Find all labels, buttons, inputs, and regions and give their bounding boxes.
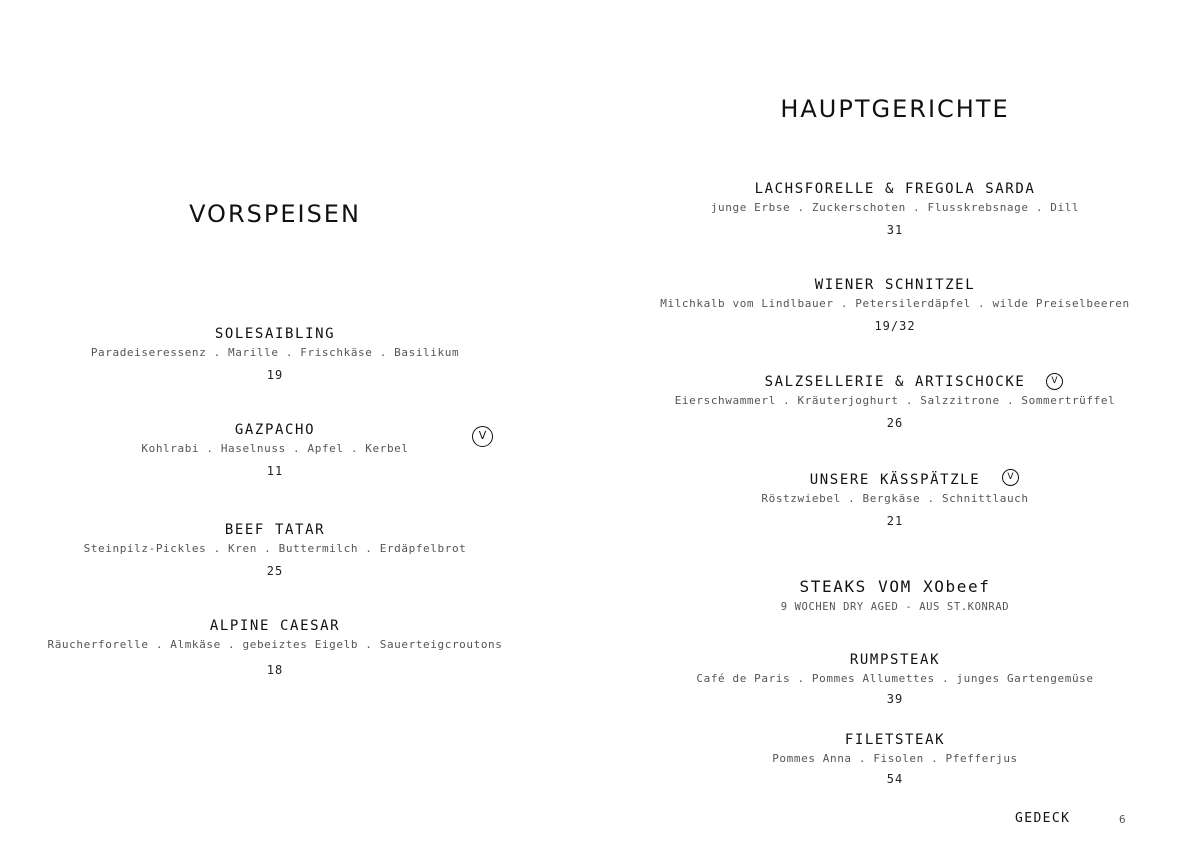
dish-wiener-schnitzel: [620, 276, 1170, 334]
section-title-vorspeisen: VORSPEISEN: [189, 200, 361, 228]
dish-price: 54: [886, 772, 904, 786]
dish-price: 31: [886, 223, 904, 237]
dish-description: Kohlrabi . Haselnuss . Apfel . Kerbel: [141, 442, 409, 455]
dish-description: Milchkalb vom Lindlbauer . Petersilerdäpfel . wilde Preiselbeeren: [660, 297, 1130, 310]
dish-description: Paradeiseressenz . Marille . Frischkäse . Basilikum: [90, 346, 460, 359]
dish-gazpacho: [25, 421, 525, 479]
dish-name: RUMPSTEAK: [849, 652, 941, 668]
dish-price: 11: [266, 464, 284, 478]
dish-kasspatzle: [620, 471, 1170, 529]
dish-solesaibling: [25, 325, 525, 383]
dish-description: Pommes Anna . Fisolen . Pfefferjus: [772, 752, 1018, 765]
dish-name: ALPINE CAESAR: [209, 618, 341, 634]
dish-salzsellerie: [620, 373, 1170, 431]
steaks-title: STEAKS VOM XObeef: [799, 577, 991, 596]
dish-lachsforelle: [620, 180, 1170, 238]
dish-name: GAZPACHO: [234, 422, 316, 438]
dish-description: Röstzwiebel . Bergkäse . Schnittlauch: [761, 492, 1029, 505]
dish-price: 19: [266, 368, 284, 382]
dish-name: SALZSELLERIE & ARTISCHOCKE: [764, 374, 1026, 390]
dish-name: UNSERE KÄSSPÄTZLE: [809, 472, 981, 488]
dish-name: FILETSTEAK: [844, 732, 946, 748]
dish-price: 25: [266, 564, 284, 578]
dish-rumpsteak: [620, 651, 1170, 707]
dish-description: Räucherforelle . Almkäse . gebeiztes Eigelb . Sauerteigcroutons: [47, 638, 503, 651]
vegetarian-icon: V: [1002, 469, 1019, 486]
page-number: 6: [1119, 813, 1126, 826]
dish-price: 39: [886, 692, 904, 706]
steaks-subtitle: 9 WOCHEN DRY AGED - AUS ST.KONRAD: [780, 601, 1010, 613]
vegetarian-icon: V: [1046, 373, 1063, 390]
dish-name: BEEF TATAR: [224, 522, 326, 538]
dish-description: Steinpilz-Pickles . Kren . Buttermilch . Erdäpfelbrot: [83, 542, 467, 555]
gedeck-label: GEDECK: [1015, 811, 1071, 826]
dish-description: Eierschwammerl . Kräuterjoghurt . Salzzitrone . Sommertrüffel: [674, 394, 1116, 407]
dish-beef-tatar: [25, 521, 525, 579]
dish-alpine-caesar: [25, 617, 525, 678]
dish-name: LACHSFORELLE & FREGOLA SARDA: [754, 181, 1036, 197]
dish-price: 19/32: [874, 319, 916, 333]
dish-price: 26: [886, 416, 904, 430]
dish-description: junge Erbse . Zuckerschoten . Flusskrebsnage . Dill: [710, 201, 1080, 214]
dish-filetsteak: [620, 731, 1170, 787]
section-title-hauptgerichte: HAUPTGERICHTE: [780, 95, 1010, 123]
dish-description: Café de Paris . Pommes Allumettes . junges Gartengemüse: [696, 672, 1094, 685]
dish-name: SOLESAIBLING: [214, 326, 336, 342]
dish-price: 21: [886, 514, 904, 528]
dish-name: WIENER SCHNITZEL: [814, 277, 976, 293]
steaks-section-header: [620, 577, 1170, 615]
vegetarian-icon: V: [472, 426, 493, 447]
dish-price: 18: [266, 663, 284, 677]
